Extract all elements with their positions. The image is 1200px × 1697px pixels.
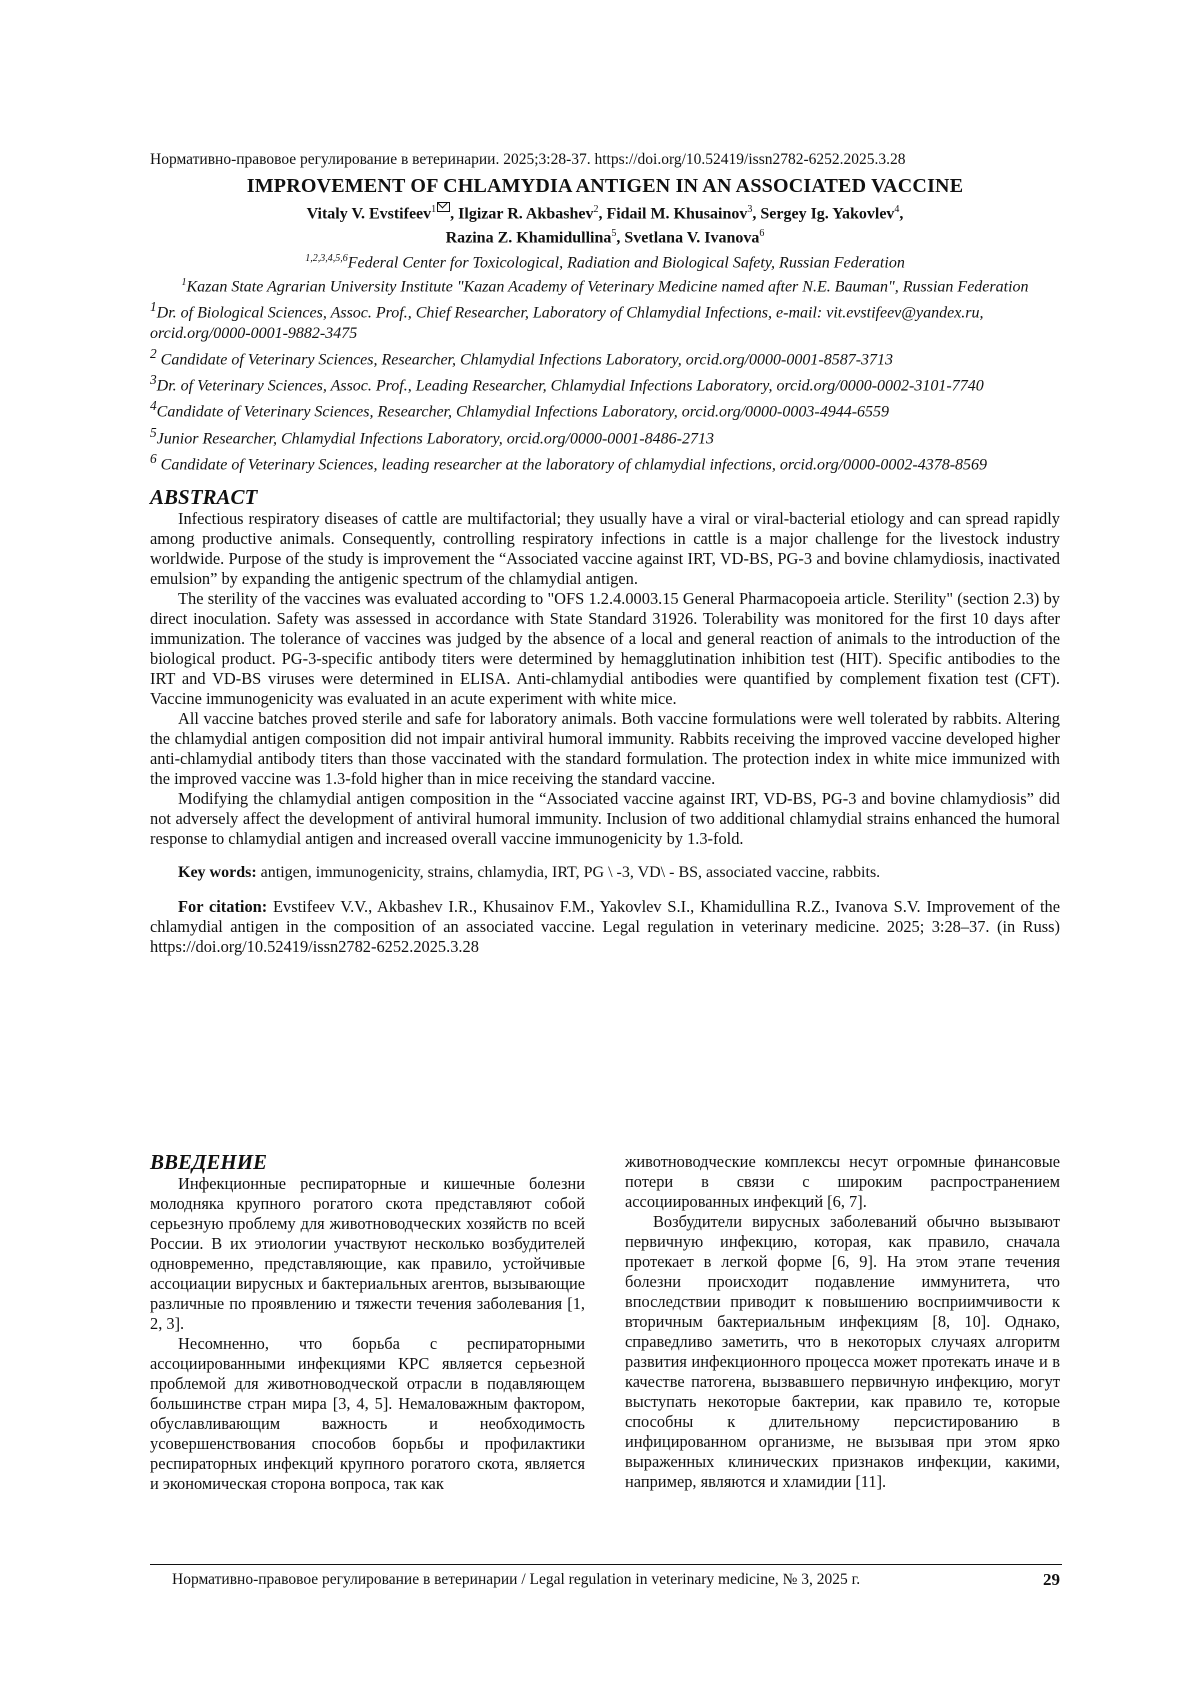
separator: , (899, 205, 903, 222)
author-name: Razina Z. Khamidullina (446, 230, 612, 247)
for-citation (150, 897, 1060, 957)
keywords-text: antigen, immunogenicity, strains, chlamydia, IRT, PG \ -3, VD\ - BS, associated vaccine, rabbits. (257, 864, 881, 881)
detail-text: Candidate of Veterinary Sciences, Researcher, Chlamydial Infections Laboratory, orcid.org/0000-0001-8587-3713 (157, 351, 893, 368)
author-sup: 6 (759, 228, 764, 239)
mail-icon (437, 202, 450, 212)
author-sup: 4 (894, 204, 899, 215)
author-sup: 5 (611, 228, 616, 239)
author-sup: 2 (593, 204, 598, 215)
author-detail-5 (150, 423, 1060, 449)
right-column (625, 1152, 1060, 1492)
author-name: , Sergey Ig. Yakovlev (752, 205, 894, 222)
detail-text: Dr. of Veterinary Sciences, Assoc. Prof., Leading Researcher, Chlamydial Infections Laboratory, orcid.org/0000-0002-3101-7740 (157, 377, 984, 394)
institution-sup: 1 (181, 277, 186, 288)
author-name: , Fidail M. Khusainov (598, 205, 747, 222)
abstract-paragraph: Modifying the chlamydial antigen composition in the “Associated vaccine against IRT, VD-BS, PG-3 and bovine chlamydiosis” did not adversely affect the development of antiviral humoral immunity. Inclusion of two additional chlamydial strains enhanced the humoral response to chlamydial antigen and increased overall vaccine immunogenicity by 1.3-fold. (150, 789, 1060, 849)
authors-line-2 (150, 224, 1060, 248)
keywords-label: Key words: (178, 864, 257, 881)
intro-paragraph-continued: животноводческие комплексы несут огромные финансовые потери в связи с широким распространением ассоциированных инфекций [6, 7]. (625, 1152, 1060, 1212)
intro-paragraph: Инфекционные респираторные и кишечные болезни молодняка крупного рогатого скота представляют собой серьезную проблему для животноводческих хозяйств по всей России. В их этиологии участвуют несколько возбудителей одновременно, представляющие, как правило, устойчивые ассоциации вирусных и бактериальных агентов, вызывающие различные по проявлению и тяжести течения заболевания [1, 2, 3]. (150, 1174, 585, 1334)
author-details (150, 297, 1060, 475)
footer-journal: Нормативно-правовое регулирование в ветеринарии / Legal regulation in veterinary medicine, № 3, 2025 г. (172, 1571, 860, 1588)
page-footer (172, 1570, 1060, 1590)
footer-rule (150, 1564, 1062, 1565)
institution-sup: 1,2,3,4,5,6 (305, 253, 348, 264)
keywords (150, 863, 1060, 883)
abstract-paragraph: The sterility of the vaccines was evaluated according to "OFS 1.2.4.0003.15 General Pharmacopoeia article. Sterility" (section 2.3) by direct inoculation. Safety was assessed in accordance with State Standard 31926. Tolerability was monitored for the first 10 days after immunization. The tolerance of vaccines was judged by the absence of a local and general reaction of animals to the introduction of the biological product. PG-3-specific antibody titers were determined by hemagglutination inhibition test (HIT). Specific antibodies to the IRT and VD-BS viruses were determined in ELISA. Anti-chlamydial antibodies were quantified by complement fixation test (CFT). Vaccine immunogenicity was evaluated in an acute experiment with white mice. (150, 589, 1060, 709)
abstract-paragraph: All vaccine batches proved sterile and safe for laboratory animals. Both vaccine formulations were well tolerated by rabbits. Altering the chlamydial antigen composition did not impair antiviral humoral immunity. Rabbits receiving the improved vaccine developed higher anti-chlamydial antibody titers than those vaccinated with the standard formulation. The protection index in white mice immunized with the improved vaccine was 1.3-fold higher than in mice receiving the standard vaccine. (150, 709, 1060, 789)
header-citation: Нормативно-правовое регулирование в ветеринарии. 2025;3:28-37. https://doi.org/10.52419/issn2782-6252.2025.3.28 (150, 150, 1060, 170)
detail-text: Dr. of Biological Sciences, Assoc. Prof., Chief Researcher, Laboratory of Chlamydial Infections, e-mail: vit.evstifeev@yandex.ru, orcid.org/0000-0001-9882-3475 (150, 305, 984, 342)
institution-2 (150, 273, 1060, 297)
detail-sup: 1 (150, 299, 157, 314)
detail-sup: 3 (150, 372, 157, 387)
citation-text: Evstifeev V.V., Akbashev I.R., Khusainov F.M., Yakovlev S.I., Khamidullina R.Z., Ivanova S.V. Improvement of the chlamydial antigen in the composition of an associated vaccine. Legal regulation in veterinary medicine. 2025; 3:28–37. (in Russ) https://doi.org/10.52419/issn2782-6252.2025.3.28 (150, 897, 1060, 956)
author-detail-2 (150, 344, 1060, 370)
detail-sup: 5 (150, 425, 157, 440)
author-detail-1 (150, 297, 1060, 343)
article-front-matter (150, 150, 1060, 957)
authors-line-1 (150, 200, 1060, 224)
detail-sup: 6 (150, 451, 157, 466)
institution-text: Federal Center for Toxicological, Radiation and Biological Safety, Russian Federation (348, 254, 905, 271)
citation-label: For citation: (178, 897, 267, 916)
author-sup: 3 (747, 204, 752, 215)
page-number: 29 (1043, 1570, 1060, 1590)
left-column (150, 1150, 585, 1494)
institution-1 (150, 249, 1060, 273)
institution-text: Kazan State Agrarian University Institute "Kazan Academy of Veterinary Medicine named after N.E. Bauman", Russian Federation (186, 278, 1028, 295)
abstract-paragraph: Infectious respiratory diseases of cattle are multifactorial; they usually have a viral or viral-bacterial etiology and can spread rapidly among productive animals. Consequently, controlling respiratory infections in cattle is a major challenge for the livestock industry worldwide. Purpose of the study is improvement the “Associated vaccine against IRT, VD-BS, PG-3 and bovine chlamydiosis, inactivated emulsion” by expanding the antigenic spectrum of the chlamydial antigen. (150, 509, 1060, 589)
detail-sup: 4 (150, 398, 157, 413)
introduction-heading: ВВЕДЕНИЕ (150, 1150, 585, 1174)
author-name: , Ilgizar R. Akbashev (450, 205, 593, 222)
author-name: Vitaly V. Evstifeev (307, 205, 432, 222)
author-detail-6 (150, 449, 1060, 475)
author-detail-3 (150, 370, 1060, 396)
detail-text: Candidate of Veterinary Sciences, Researcher, Chlamydial Infections Laboratory, orcid.org/0000-0003-4944-6559 (157, 404, 889, 421)
intro-paragraph: Несомненно, что борьба с респираторными ассоциированными инфекциями КРС является серьезной проблемой для животноводческой отрасли в подавляющем большинстве стран мира [3, 4, 5]. Немаловажным фактором, обуславливающим важность и необходимость усовершенствования способов борьбы и профилактики респираторных инфекций крупного рогатого скота, является и экономическая сторона вопроса, так как (150, 1334, 585, 1494)
detail-text: Junior Researcher, Chlamydial Infections Laboratory, orcid.org/0000-0001-8486-2713 (157, 430, 714, 447)
author-detail-4 (150, 396, 1060, 422)
detail-sup: 2 (150, 346, 157, 361)
article-title: IMPROVEMENT OF CHLAMYDIA ANTIGEN IN AN ASSOCIATED VACCINE (150, 174, 1060, 198)
abstract-heading: ABSTRACT (150, 485, 1060, 509)
intro-paragraph: Возбудители вирусных заболеваний обычно вызывают первичную инфекцию, которая, как правило, сначала протекает в легкой форме [6, 9]. На этом этапе течения болезни происходит подавление иммунитета, что впоследствии приводит к повышению восприимчивости к вторичным бактериальным инфекциям [8, 10]. Однако, справедливо заметить, что в некоторых случаях алгоритм развития инфекционного процесса может протекать иначе и в качестве патогена, вызвавшего первичную инфекцию, могут выступать некоторые бактерии, как правило те, которые способны к длительному персистированию в инфицированном организме, не вызывая при этом ярко выраженных клинических признаков инфекции, какими, например, являются и хламидии [11]. (625, 1212, 1060, 1492)
author-name: , Svetlana V. Ivanova (616, 230, 759, 247)
author-sup: 1 (431, 204, 436, 215)
authors (150, 200, 1060, 249)
detail-text: Candidate of Veterinary Sciences, leading researcher at the laboratory of chlamydial infections, orcid.org/0000-0002-4378-8569 (157, 456, 987, 473)
introduction-section (150, 1150, 1060, 1560)
